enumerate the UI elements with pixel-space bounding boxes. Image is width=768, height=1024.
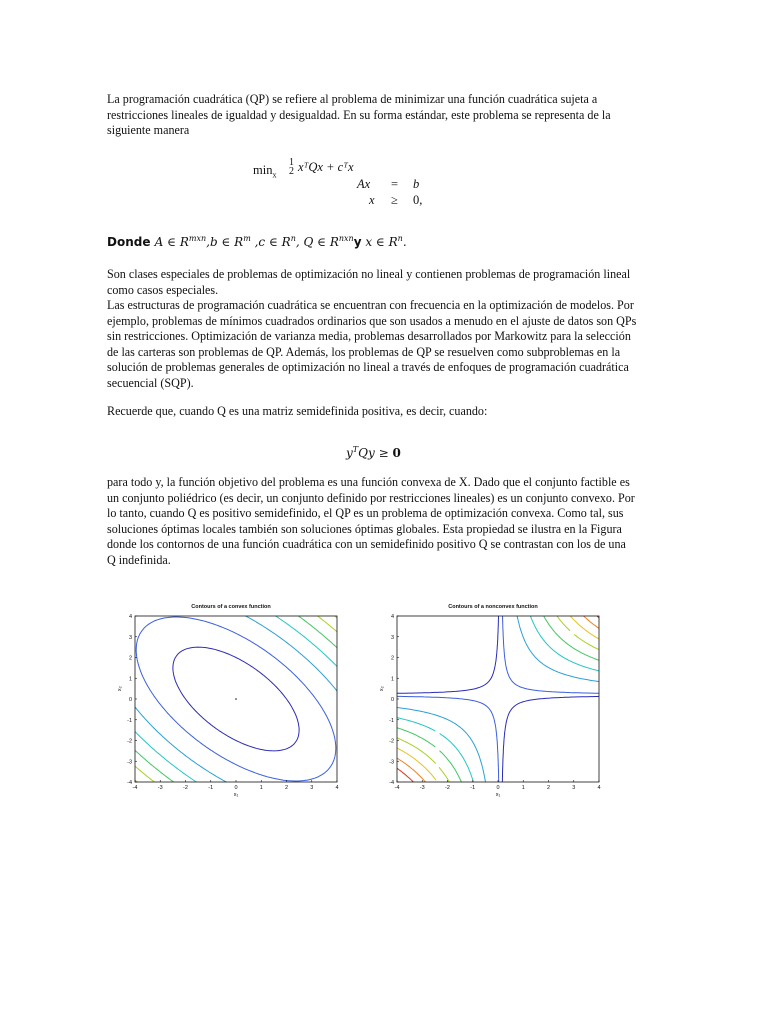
nonconvex-contour-plot xyxy=(377,604,609,804)
x-tick-label: -4 xyxy=(132,785,138,791)
nonconvex-figure-title: Contours of a nonconvex function xyxy=(448,604,538,610)
x-tick-label: 2 xyxy=(284,785,289,791)
donde-label: Donde xyxy=(107,235,151,249)
x-tick-label: 2 xyxy=(546,785,551,791)
y-tick-label: -1 xyxy=(389,717,394,724)
x-tick-label: 0 xyxy=(496,785,500,791)
contour-lines xyxy=(397,616,599,782)
x-tick-label: -4 xyxy=(394,785,400,791)
x-tick-label: 1 xyxy=(259,785,263,791)
x-tick-label: -2 xyxy=(445,785,450,791)
constraint-2-op: ≥ xyxy=(391,193,398,207)
y-tick-label: 4 xyxy=(390,614,394,620)
min-operator: $\min_x$ xyxy=(253,163,277,180)
y-tick-label: -2 xyxy=(389,738,394,745)
x-axis-label: x₁ xyxy=(495,792,501,798)
donde-definitions xyxy=(107,234,407,249)
constraint-2-lhs: x xyxy=(369,193,375,207)
constraint-1-lhs: Ax xyxy=(357,177,371,191)
one-half-fraction: 1 2 xyxy=(289,157,294,177)
intro-paragraph: La programación cuadrática (QP) se refiere al problema de minimizar una función cuadrática sujeta a restricciones lineales de igualdad y desigualdad. En su forma estándar, este problema se representa de la siguiente manera xyxy=(107,92,611,137)
y-axis-label: x₂ xyxy=(379,686,385,692)
recall-paragraph: Recuerde que, cuando Q es una matriz semidefinida positiva, es decir, cuando: xyxy=(107,404,488,418)
structures-paragraph: Las estructuras de programación cuadrática se encuentran con frecuencia en la optimización de modelos. Por ejemplo, problemas de mínimos cuadrados ordinarios que son usados a menudo en el ajuste de datos son QPs sin restricciones. Optimización de varianza media, problemas desarrollados por Markowitz para la selección de las carteras son problemas de QP. Además, los problemas de QP se resuelven como subproblemas en la solución de problemas generales de optimización no lineal a través de enfoques de programación cuadrática secuencial (SQP). xyxy=(107,298,637,390)
convex-figure-title: Contours of a convex function xyxy=(191,604,271,610)
x-tick-label: -2 xyxy=(183,785,188,791)
special-cases-paragraph: Son clases especiales de problemas de optimización no lineal y contienen problemas de programación lineal como casos especiales. xyxy=(107,267,631,297)
y-tick-label: -3 xyxy=(127,759,132,766)
y-axis-label: x₂ xyxy=(117,686,123,692)
minimum-point xyxy=(235,698,237,700)
nonconvex-contour-figure xyxy=(377,604,609,804)
x-tick-label: 4 xyxy=(597,785,601,791)
objective-expression: xᵀQx + cᵀx xyxy=(298,160,354,174)
y-tick-label: -3 xyxy=(389,759,394,766)
y-tick-label: 0 xyxy=(128,697,132,703)
convexity-paragraph: para todo y, la función objetivo del problema es una función convexa de X. Dado que el conjunto factible es un conjunto poliédrico (es decir, un conjunto definido por restricciones lineales) es un conjunto convexo. Por lo tanto, cuando Q es positivo semidefinido, el QP es un problema de optimización convexa. Como tal, sus soluciones óptimas locales también son soluciones óptimas globales. Esta propiedad se ilustra en la Figura donde los contornos de una función cuadrática con un semidefinido positivo Q se contrastan con los de una Q indefinida. xyxy=(107,475,635,567)
x-tick-label: 0 xyxy=(234,785,238,791)
x-tick-label: -3 xyxy=(419,785,425,791)
constraint-1-op: = xyxy=(391,177,399,191)
y-tick-label: 2 xyxy=(390,655,394,662)
x-tick-label: -1 xyxy=(208,785,214,791)
psd-condition: $y^TQy \ge 0$ xyxy=(346,445,401,460)
convex-contour-plot xyxy=(115,604,347,804)
y-tick-label: 1 xyxy=(390,676,394,683)
y-tick-label: -2 xyxy=(127,738,132,745)
constraint-2-rhs: 0, xyxy=(413,193,423,207)
x-tick-label: -1 xyxy=(470,785,476,791)
x-tick-label: -3 xyxy=(157,785,163,791)
y-tick-label: -1 xyxy=(127,717,132,724)
x-tick-label: 3 xyxy=(572,785,576,791)
y-tick-label: -4 xyxy=(127,780,132,786)
y-tick-label: 1 xyxy=(128,676,132,683)
y-tick-label: 3 xyxy=(128,634,132,641)
y-tick-label: 0 xyxy=(390,697,394,703)
qp-standard-form-equation xyxy=(253,155,453,207)
donde-math: A ∈ $R^{mxn},b$ ∈ $R^m$ ,c ∈ $R^n$, Q ∈ $R^{nxn}y$ x ∈ $R^n$. xyxy=(154,234,407,249)
y-tick-label: 2 xyxy=(128,655,132,662)
y-tick-label: -4 xyxy=(389,780,394,786)
convex-contour-figure xyxy=(115,604,347,804)
x-axis-label: x₁ xyxy=(233,792,239,798)
x-tick-label: 4 xyxy=(335,785,339,791)
y-tick-label: 3 xyxy=(390,634,394,641)
constraint-1-rhs: b xyxy=(413,177,420,191)
x-tick-label: 3 xyxy=(310,785,314,791)
y-tick-label: 4 xyxy=(128,614,132,620)
x-tick-label: 1 xyxy=(521,785,525,791)
